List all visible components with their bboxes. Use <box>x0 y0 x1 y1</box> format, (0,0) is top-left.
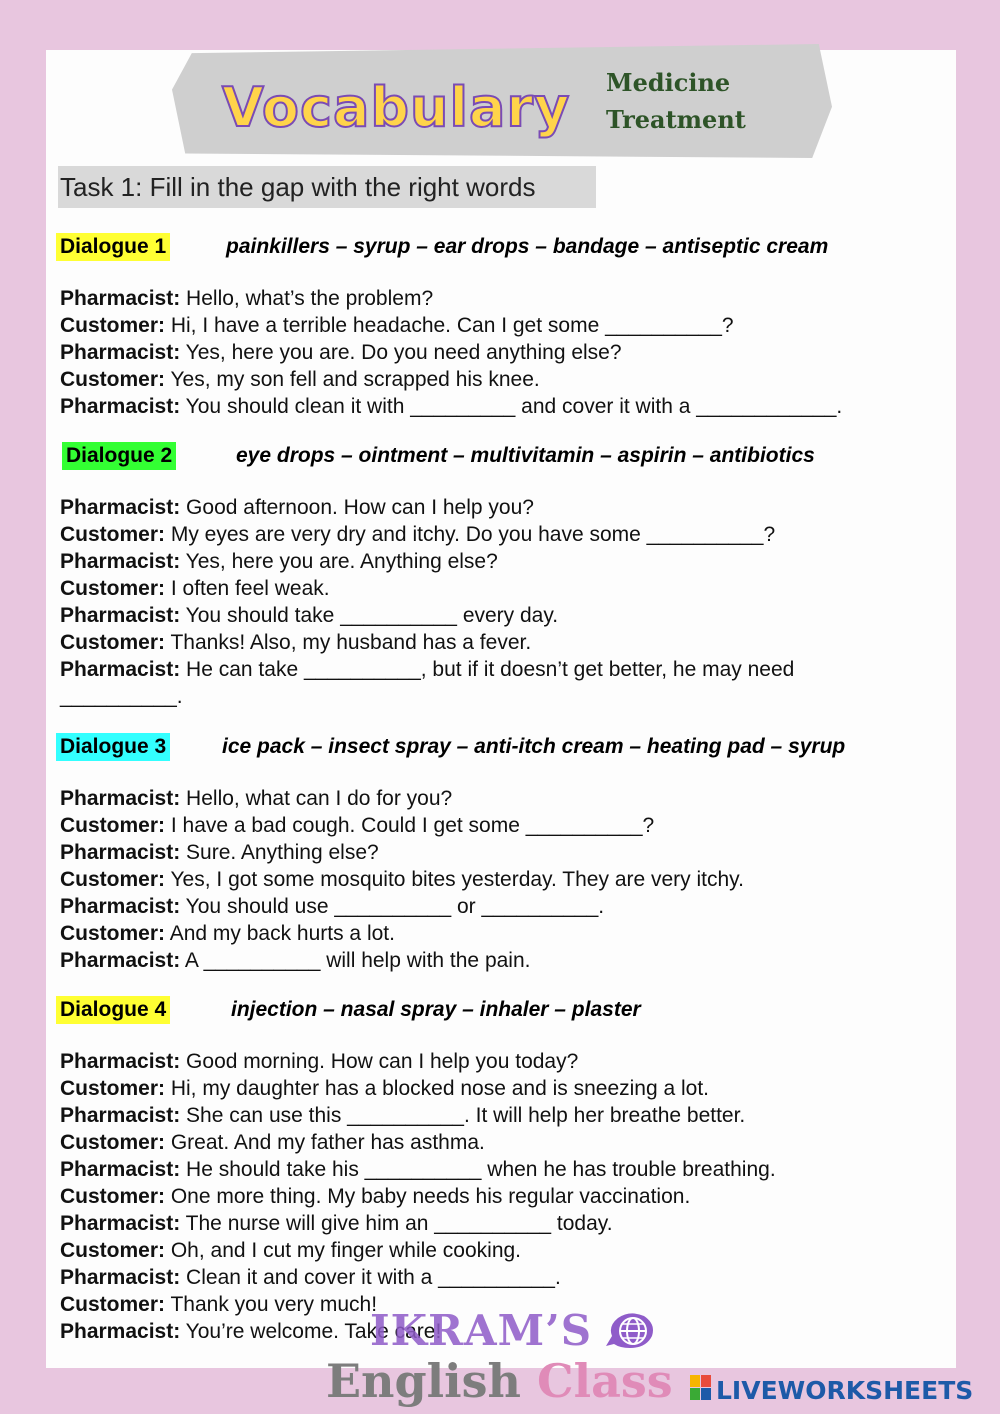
dialogue-2-word-bank: eye drops – ointment – multivitamin – aspirin – antibiotics <box>236 444 815 467</box>
dialogue-2-label: Dialogue 2 <box>62 442 176 470</box>
dialogue-4-line: Pharmacist: The nurse will give him an __________ today. <box>60 1212 613 1235</box>
task-instruction: Task 1: Fill in the gap with the right words <box>58 166 596 208</box>
dialogue-1-line: Pharmacist: Hello, what’s the problem? <box>60 287 434 310</box>
dialogue-1-line: Customer: Hi, I have a terrible headache. Can I get some __________? <box>60 314 734 337</box>
dialogue-4-line: Customer: Hi, my daughter has a blocked nose and is sneezing a lot. <box>60 1077 710 1100</box>
dialogue-2-line: Customer: Thanks! Also, my husband has a fever. <box>60 631 532 654</box>
dialogue-4-line: Customer: Oh, and I cut my finger while cooking. <box>60 1239 522 1262</box>
dialogue-3-line: Pharmacist: Hello, what can I do for you? <box>60 787 453 810</box>
dialogue-3-line: Pharmacist: You should use __________ or __________. <box>60 895 605 918</box>
dialogue-4-line: Pharmacist: You’re welcome. Take care! <box>60 1320 442 1343</box>
dialogue-4-line: Pharmacist: Good morning. How can I help you today? <box>60 1050 579 1073</box>
dialogue-3-line: Pharmacist: Sure. Anything else? <box>60 841 379 864</box>
dialogue-1-line: Customer: Yes, my son fell and scrapped his knee. <box>60 368 540 391</box>
dialogue-2-line: Pharmacist: He can take __________, but if it doesn’t get better, he may need <box>60 658 795 681</box>
dialogue-2-line: __________. <box>60 685 183 708</box>
topic-tag-medicine: Medicine <box>606 68 731 97</box>
dialogue-3-line: Pharmacist: A __________ will help with the pain. <box>60 949 531 972</box>
dialogue-4-line: Pharmacist: Clean it and cover it with a __________. <box>60 1266 561 1289</box>
dialogue-2-line: Pharmacist: Yes, here you are. Anything else? <box>60 550 498 573</box>
liveworksheets-branding[interactable] <box>690 1374 990 1406</box>
dialogue-4-line: Pharmacist: She can use this __________. It will help her breathe better. <box>60 1104 746 1127</box>
dialogue-2-line: Pharmacist: You should take __________ every day. <box>60 604 559 627</box>
ikrams-logo-text: IKRAM’S <box>370 1306 593 1355</box>
dialogue-4-line: Customer: One more thing. My baby needs his regular vaccination. <box>60 1185 691 1208</box>
dialogue-4-line: Customer: Great. And my father has asthma. <box>60 1131 485 1154</box>
page-title: Vocabulary <box>222 76 571 139</box>
dialogue-4-line: Customer: Thank you very much! <box>60 1293 378 1316</box>
topic-tag-treatment: Treatment <box>606 105 746 134</box>
globe-icon <box>600 1308 660 1354</box>
liveworksheets-logo-icon <box>690 1375 712 1406</box>
dialogue-3-word-bank: ice pack – insect spray – anti-itch cream – heating pad – syrup <box>222 735 846 758</box>
english-class-logo: English Class <box>326 1354 673 1408</box>
liveworksheets-label: LIVEWORKSHEETS <box>716 1375 974 1405</box>
dialogue-4-line: Pharmacist: He should take his __________ when he has trouble breathing. <box>60 1158 776 1181</box>
dialogue-3-line: Customer: Yes, I got some mosquito bites yesterday. They are very itchy. <box>60 868 744 891</box>
dialogue-3-line: Customer: And my back hurts a lot. <box>60 922 395 945</box>
dialogue-1-label: Dialogue 1 <box>56 233 170 261</box>
dialogue-3-line: Customer: I have a bad cough. Could I get some __________? <box>60 814 655 837</box>
dialogue-1-word-bank: painkillers – syrup – ear drops – bandage – antiseptic cream <box>226 235 829 258</box>
dialogue-4-word-bank: injection – nasal spray – inhaler – plaster <box>231 998 641 1021</box>
dialogue-3-label: Dialogue 3 <box>56 733 170 761</box>
dialogue-4-label: Dialogue 4 <box>56 996 170 1024</box>
dialogue-1-line: Pharmacist: Yes, here you are. Do you need anything else? <box>60 341 622 364</box>
dialogue-2-line: Customer: My eyes are very dry and itchy. Do you have some __________? <box>60 523 776 546</box>
dialogue-2-line: Customer: I often feel weak. <box>60 577 330 600</box>
dialogue-1-line: Pharmacist: You should clean it with _________ and cover it with a ____________. <box>60 395 843 418</box>
dialogue-2-line: Pharmacist: Good afternoon. How can I help you? <box>60 496 534 519</box>
